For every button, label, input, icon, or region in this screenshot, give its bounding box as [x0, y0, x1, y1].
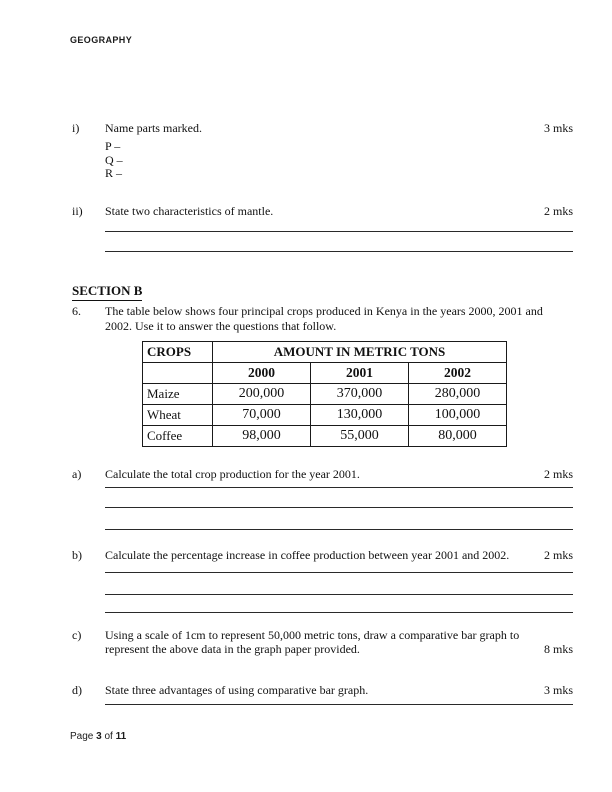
question-number: c) [72, 628, 82, 642]
footer-total-pages: 11 [115, 731, 127, 742]
section-b-heading: SECTION B [72, 283, 142, 301]
question-text: The table below shows four principal crops produced in Kenya in the years 2000, 2001 and 2002. Use it to answer the questions that follow. [105, 304, 543, 333]
question-number: i) [72, 121, 80, 135]
question-6a [72, 467, 573, 530]
question-text: State three advantages of using comparative bar graph. [105, 683, 369, 697]
question-6b [72, 548, 573, 613]
footer-word-page: Page [70, 731, 94, 742]
document-title: GEOGRAPHY [70, 35, 133, 45]
crop-value: 200,000 [213, 384, 311, 405]
answer-line [105, 562, 573, 573]
marks-label: 2 mks [543, 204, 573, 218]
crop-value: 100,000 [409, 405, 507, 426]
question-6-intro [72, 304, 573, 333]
year-header-2002: 2002 [409, 363, 507, 384]
question-6c [72, 628, 573, 656]
crop-value: 370,000 [311, 384, 409, 405]
amount-span-header: AMOUNT IN METRIC TONS [213, 342, 507, 363]
question-number: d) [72, 683, 82, 697]
question-number: ii) [72, 204, 83, 218]
answer-prompts [105, 140, 573, 181]
crop-name: Wheat [143, 405, 213, 426]
question-text: Using a scale of 1cm to represent 50,000 metric tons, draw a comparative bar graph to represent the above data in the graph paper provided. [105, 628, 520, 656]
empty-cell [143, 363, 213, 384]
table-row-coffee [143, 426, 507, 447]
footer-word-of: of [104, 731, 113, 742]
crops-table [142, 341, 507, 447]
crop-value: 55,000 [311, 426, 409, 447]
crop-name: Coffee [143, 426, 213, 447]
footer-current-page: 3 [96, 731, 102, 742]
table-row-maize [143, 384, 507, 405]
answer-line [105, 481, 573, 488]
year-header-2000: 2000 [213, 363, 311, 384]
crop-name: Maize [143, 384, 213, 405]
marks-label: 2 mks [543, 548, 573, 562]
marks-label: 3 mks [543, 683, 573, 697]
marks-label: 2 mks [543, 467, 573, 481]
crop-value: 70,000 [213, 405, 311, 426]
crop-value: 80,000 [409, 426, 507, 447]
answer-prompt-r: R – [105, 166, 123, 180]
table-row-wheat [143, 405, 507, 426]
question-number: 6. [72, 304, 81, 318]
table-years-row [143, 363, 507, 384]
answer-line [105, 218, 573, 232]
marks-label: 3 mks [543, 121, 573, 135]
question-i [72, 121, 573, 181]
answer-prompt-q: Q – [105, 152, 123, 167]
answer-line [105, 488, 573, 508]
question-text: Calculate the total crop production for the year 2001. [105, 467, 360, 481]
answer-line [105, 508, 573, 530]
crop-value: 280,000 [409, 384, 507, 405]
question-ii [72, 204, 573, 252]
crop-value: 98,000 [213, 426, 311, 447]
crop-value: 130,000 [311, 405, 409, 426]
marks-label: 8 mks [543, 642, 573, 656]
answer-line [105, 595, 573, 613]
question-text: State two characteristics of mantle. [105, 204, 274, 218]
answer-line [105, 232, 573, 252]
answer-line [105, 697, 573, 705]
answer-prompt-p: P – [105, 139, 121, 153]
question-6d [72, 683, 573, 705]
question-text: Calculate the percentage increase in coffee production between year 2001 and 2002. [105, 548, 510, 562]
page-footer [70, 731, 126, 742]
crops-column-header: CROPS [143, 342, 213, 363]
question-text: Name parts marked. [105, 121, 202, 135]
year-header-2001: 2001 [311, 363, 409, 384]
question-number: b) [72, 548, 82, 562]
table-header-row [143, 342, 507, 363]
answer-line [105, 573, 573, 595]
question-number: a) [72, 467, 82, 481]
